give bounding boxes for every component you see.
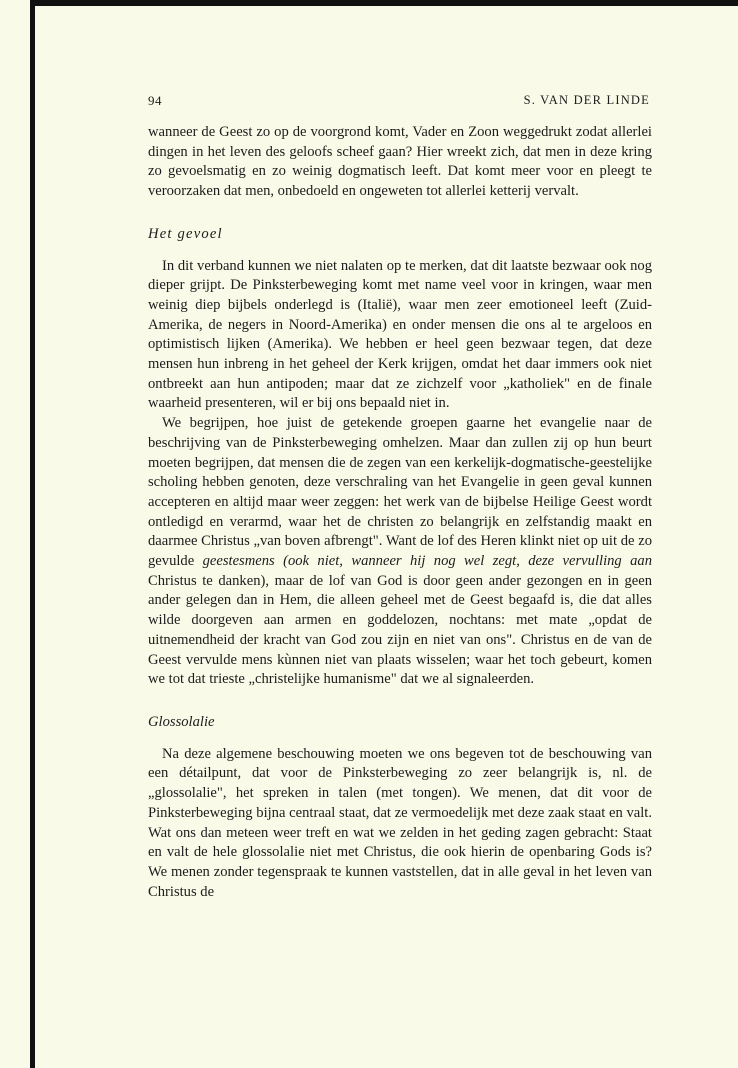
page-number: 94: [148, 93, 162, 108]
paragraph-gevoel-2-italic: geestesmens (ook niet, wanneer hij nog wel zegt, deze vervulling aan: [202, 553, 652, 570]
paragraph-gevoel-1: In dit verband kunnen we niet nalaten op te merken, dat dit laatste bezwaar ook nog dieper grijpt. De Pinksterbeweging komt met name veel voor in kringen, waar men weinig diep bijbels onderlegd is (Italië), waar men zeer emotioneel leeft (Zuid-Amerika, de negers in Noord-Amerika) en onder mensen die ons al te argeloos en optimistisch lijken (Amerika). We hebben er heel geen bezwaar tegen, dat deze mensen hun inbreng in het geheel der Kerk krijgen, omdat het daar immers ook niet ontbreekt aan hun antipoden; maar dat ze zichzelf voor „katholiek" en de finale waarheid presenteren, wil er bij ons bepaald niet in.: [148, 257, 652, 412]
section-heading-glossolalie: Glossolalie: [148, 713, 215, 730]
paragraph-gevoel-2-part-b: Christus te danken), maar de lof van God is door geen ander gezongen en in geen ander gelegen dan in Hem, die alleen geheel met de Geest begaafd is, die dat alles wilde doorgeven aan armen en goddelozen, nochtans: met mate „opdat de uitnemendheid der kracht van God zou zijn en niet van ons". Christus en de van de Geest vervulde mens kùnnen niet van plaats wisselen; waar het toch gebeurt, komen we tot dat trieste „christelijke humanisme" dat we al signaleerden.: [148, 572, 652, 688]
paragraph-continuation: wanneer de Geest zo op de voorgrond komt, Vader en Zoon weggedrukt zodat allerlei dingen in het leven des geloofs scheef gaan? Hier wreekt zich, dat men in deze kring zo gevoelsmatig en zo weinig dogmatisch leeft. Dat komt meer voor en pleegt te veroorzaken dat men, onbedoeld en ongeweten tot allerlei ketterij vervalt.: [148, 124, 652, 200]
running-head-author: S. VAN DER LINDE: [523, 93, 650, 107]
paragraph-gevoel-2: [148, 414, 652, 690]
paragraph-gevoel-2-part-a: We begrijpen, hoe juist de getekende groepen gaarne het evangelie naar de beschrijving van de Pinksterbeweging omhelzen. Maar dan zullen zij op hun beurt moeten begrijpen, dat mensen die de zegen van een kerkelijk-dogmatische-geestelijke scholing hebben genoten, deze verschraling van het Evangelie in geen geval kunnen accepteren en altijd maar weer zeggen: het werk van de bijbelse Heilige Geest wordt ontledigd en verarmd, waar het de christen zo belangrijk en zelfstandig maakt en daarmee Christus „van boven afbrengt". Want de lof des Heren klinkt niet op uit de zo gevulde: [148, 415, 652, 570]
paragraph-glossolalie-1: Na deze algemene beschouwing moeten we ons begeven tot de beschouwing van een détailpunt, dat voor de Pinksterbeweging zo zeer belangrijk is, nl. de „glossolalie", het spreken in talen (met tongen). We menen, dat dit voor de Pinksterbeweging bijna centraal staat, dat ze vermoedelijk met deze zaak staat en valt. Wat ons dan meteen weer treft en wat we zelden in het geding zagen gebracht: Staat en valt de hele glossolalie niet met Christus, die ook hierin de openbaring Gods is? We menen zonder tegenspraak te kunnen vaststellen, dat in alle geval in het leven van Christus de: [148, 745, 652, 900]
scan-left-border: [30, 0, 35, 1068]
scan-top-border: [30, 0, 738, 6]
page-header: [148, 93, 650, 113]
section-heading-het-gevoel: Het gevoel: [148, 225, 223, 242]
body-text: [148, 123, 652, 902]
